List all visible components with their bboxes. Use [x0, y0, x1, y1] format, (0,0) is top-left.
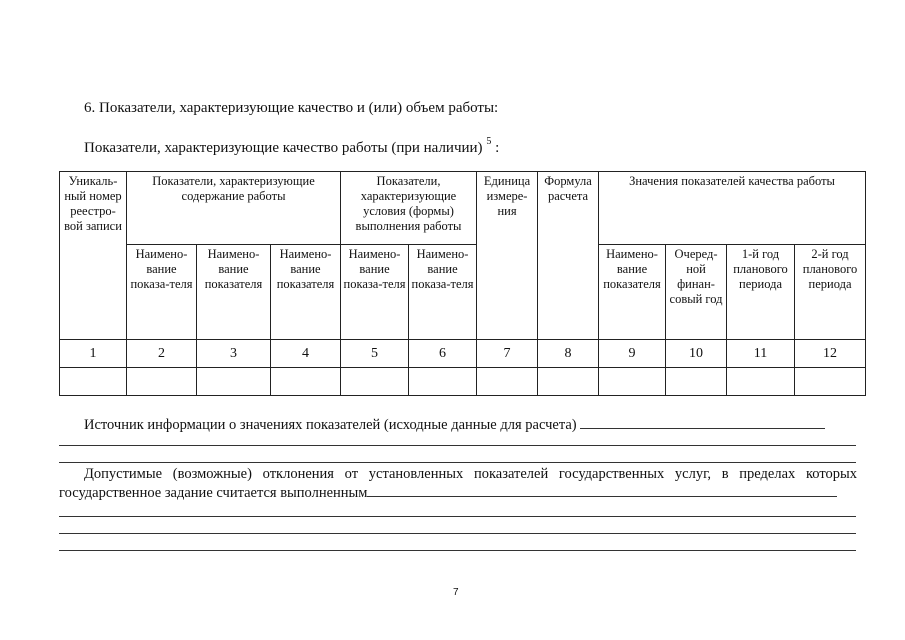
column-number: 7	[477, 340, 538, 368]
table-cell[interactable]	[271, 368, 341, 396]
table-subtitle	[84, 138, 499, 157]
deviation-text: Допустимые (возможные) отклонения от установленных показателей государственных услуг, в пределах которых государственное задание считается выполненным	[59, 466, 857, 501]
column-number: 6	[409, 340, 477, 368]
section-title: 6. Показатели, характеризующие качество и (или) объем работы:	[84, 100, 499, 116]
column-number: 4	[271, 340, 341, 368]
header-formula: Формула расчета	[538, 172, 599, 340]
header-content-name-3: Наимено-вание показателя	[271, 245, 341, 340]
column-number: 10	[666, 340, 727, 368]
column-number: 2	[127, 340, 197, 368]
table-cell[interactable]	[341, 368, 409, 396]
column-number: 12	[795, 340, 866, 368]
subtitle-text: Показатели, характеризующие качество работы (при наличии)	[84, 140, 483, 156]
table-cell[interactable]	[666, 368, 727, 396]
source-info-fill-line-1[interactable]	[59, 445, 856, 446]
source-info-line	[84, 416, 825, 434]
empty-data-row	[60, 368, 866, 396]
header-content-group: Показатели, характеризующие содержание работы	[127, 172, 341, 245]
header-conditions-group: Показатели, характеризующие условия (формы) выполнения работы	[341, 172, 477, 245]
source-info-label: Источник информации о значениях показателей (исходные данные для расчета)	[84, 417, 577, 433]
header-plan-year-2: 2-й год планового периода	[795, 245, 866, 340]
table-cell[interactable]	[409, 368, 477, 396]
header-value-indicator-name: Наимено-вание показателя	[599, 245, 666, 340]
deviation-fill-line-1[interactable]	[59, 516, 856, 517]
header-unit: Единица измере-ния	[477, 172, 538, 340]
column-number-row	[60, 340, 866, 368]
header-unique-number: Уникаль-ный номер реестро-вой записи	[60, 172, 127, 340]
table-cell[interactable]	[127, 368, 197, 396]
table-cell[interactable]	[538, 368, 599, 396]
table-cell[interactable]	[197, 368, 271, 396]
page-number: 7	[453, 587, 459, 598]
header-content-name-1: Наимено-вание показа-теля	[127, 245, 197, 340]
table-cell[interactable]	[795, 368, 866, 396]
header-content-name-2: Наимено-вание показателя	[197, 245, 271, 340]
quality-indicators-table	[59, 171, 866, 396]
header-plan-year-1: 1-й год планового периода	[727, 245, 795, 340]
column-number: 11	[727, 340, 795, 368]
column-number: 1	[60, 340, 127, 368]
column-number: 9	[599, 340, 666, 368]
source-info-fill-line-2[interactable]	[59, 462, 856, 463]
table-cell[interactable]	[727, 368, 795, 396]
footnote-marker: 5	[486, 136, 492, 147]
column-number: 5	[341, 340, 409, 368]
column-number: 8	[538, 340, 599, 368]
header-condition-name-1: Наимено-вание показа-теля	[341, 245, 409, 340]
deviation-fill-line-2[interactable]	[59, 533, 856, 534]
deviation-paragraph	[59, 465, 857, 503]
table-cell[interactable]	[477, 368, 538, 396]
table-cell[interactable]	[60, 368, 127, 396]
header-row-1	[60, 172, 866, 245]
deviation-fill-line-3[interactable]	[59, 550, 856, 551]
header-row-2	[60, 245, 866, 340]
header-values-group: Значения показателей качества работы	[599, 172, 866, 245]
source-info-blank[interactable]	[580, 416, 825, 429]
subtitle-suffix: :	[491, 140, 500, 156]
column-number: 3	[197, 340, 271, 368]
header-next-financial-year: Очеред-ной финан-совый год	[666, 245, 727, 340]
header-condition-name-2: Наимено-вание показа-теля	[409, 245, 477, 340]
table-cell[interactable]	[599, 368, 666, 396]
deviation-blank[interactable]	[367, 484, 837, 497]
